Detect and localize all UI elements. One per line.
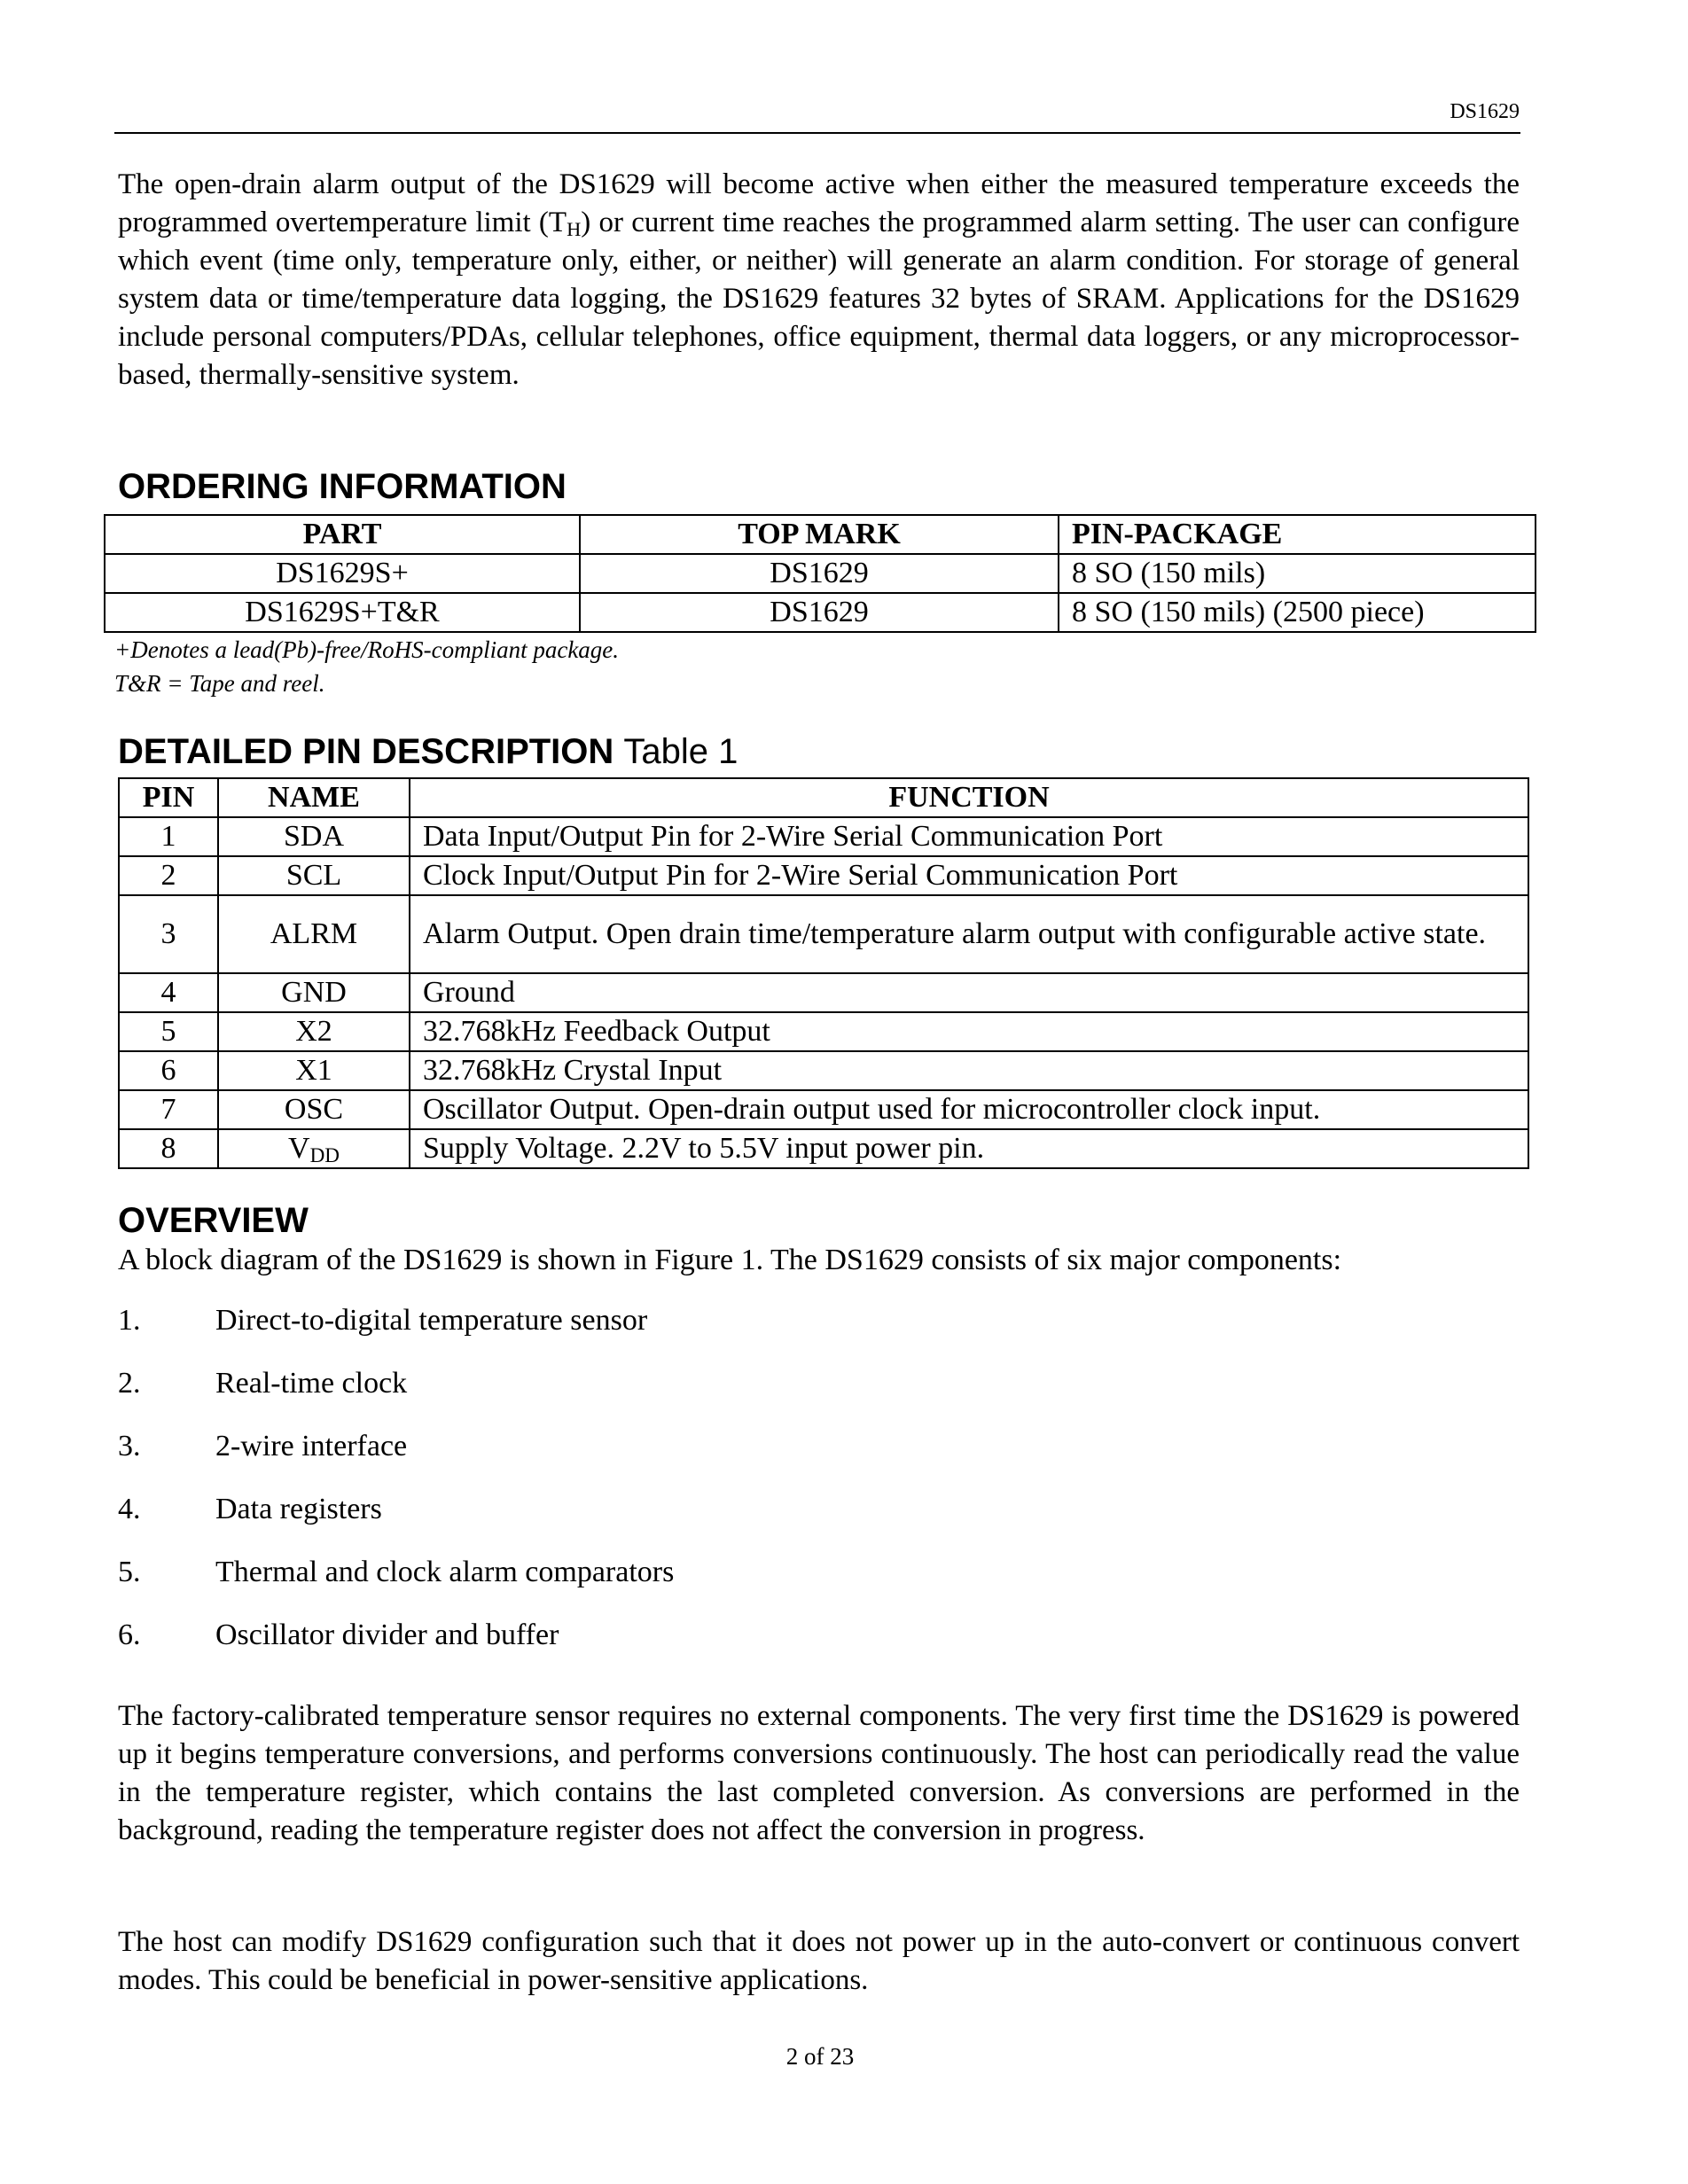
pin-function-cell: 32.768kHz Feedback Output xyxy=(410,1012,1528,1051)
column-header: PIN xyxy=(119,778,218,817)
table-header-row xyxy=(105,515,1536,554)
table-row xyxy=(105,593,1536,632)
pin-function-cell: Oscillator Output. Open-drain output used for microcontroller clock input. xyxy=(410,1090,1528,1129)
pin-description-heading: DETAILED PIN DESCRIPTION Table 1 xyxy=(118,732,738,771)
pin-name-cell: SCL xyxy=(218,856,410,895)
component-list xyxy=(118,1303,1448,1681)
pin-number-cell: 3 xyxy=(119,895,218,973)
list-item: 3. 2-wire interface xyxy=(118,1430,408,1462)
overview-heading: OVERVIEW xyxy=(118,1201,309,1240)
overview-paragraph-2: The host can modify DS1629 configuration such that it does not power up in the auto-convert or continuous convert modes. This could be beneficial in power-sensitive applications. xyxy=(118,1926,1520,1996)
pin-name-cell: OSC xyxy=(218,1090,410,1129)
package-cell: 8 SO (150 mils) (2500 piece) xyxy=(1059,593,1536,632)
pin-function-cell: Data Input/Output Pin for 2-Wire Serial Communication Port xyxy=(410,817,1528,856)
table-row xyxy=(119,973,1528,1012)
pin-description-table xyxy=(118,777,1529,1169)
pin-name-cell: GND xyxy=(218,973,410,1012)
list-item: 4. Data registers xyxy=(118,1493,382,1525)
lead-free-note: +Denotes a lead(Pb)-free/RoHS-compliant package. xyxy=(114,636,620,663)
package-cell: 8 SO (150 mils) xyxy=(1059,554,1536,593)
pin-number-cell: 8 xyxy=(119,1129,218,1168)
list-item: 5. Thermal and clock alarm comparators xyxy=(118,1556,675,1588)
pin-name-cell: X2 xyxy=(218,1012,410,1051)
column-header: NAME xyxy=(218,778,410,817)
table-row xyxy=(119,1090,1528,1129)
pin-name-cell: ALRM xyxy=(218,895,410,973)
list-item: 6. Oscillator divider and buffer xyxy=(118,1618,559,1651)
pin-name-cell: $V_{DD}$ xyxy=(218,1129,410,1168)
table-row xyxy=(119,895,1528,973)
table-row xyxy=(119,856,1528,895)
overview-paragraph-1: The factory-calibrated temperature sensor requires no external components. The very first time the DS1629 is powered up it begins temperature conversions, and performs conversions continuously. The host can periodically read the value in the temperature register, which contains the last completed conversion. As conversions are performed in the background, reading the temperature register does not affect the conversion in progress. xyxy=(118,1700,1520,1846)
top-mark-cell: DS1629 xyxy=(580,593,1059,632)
top-mark-cell: DS1629 xyxy=(580,554,1059,593)
list-item: 1. Direct-to-digital temperature sensor xyxy=(118,1304,648,1337)
column-header: TOP MARK xyxy=(580,515,1059,554)
pin-name-cell: SDA xyxy=(218,817,410,856)
table-row xyxy=(119,1012,1528,1051)
pin-number-cell: 5 xyxy=(119,1012,218,1051)
pin-number-cell: 6 xyxy=(119,1051,218,1090)
table-number: Table 1 xyxy=(623,732,738,771)
column-header: PIN-PACKAGE xyxy=(1059,515,1536,554)
header-rule xyxy=(114,132,1520,134)
running-header: DS1629 xyxy=(1450,100,1520,123)
ordering-heading: ORDERING INFORMATION xyxy=(118,467,567,506)
pin-name-cell: X1 xyxy=(218,1051,410,1090)
pin-number-cell: 1 xyxy=(119,817,218,856)
overview-intro: A block diagram of the DS1629 is shown in Figure 1. The DS1629 consists of six major components: xyxy=(118,1244,1342,1276)
pin-number-cell: 4 xyxy=(119,973,218,1012)
table-header-row xyxy=(119,778,1528,817)
intro-paragraph: The open-drain alarm output of the DS1629 will become active when either the measured temperature exceeds the programmed overtemperature limit $(T_H)$ or current time reaches the programmed alarm setting. The user can configure which event (time only, temperature only, either, or neither) will generate an alarm condition. For storage of general system data or time/temperature data logging, the DS1629 features 32 bytes of SRAM. Applications for the DS1629 include personal computers/PDAs, cellular telephones, office equipment, thermal data loggers, or any microprocessor-based, thermally-sensitive system. xyxy=(118,168,1520,391)
pin-function-cell: Ground xyxy=(410,973,1528,1012)
pin-function-cell: 32.768kHz Crystal Input xyxy=(410,1051,1528,1090)
ordering-table xyxy=(104,514,1536,633)
column-header: FUNCTION xyxy=(410,778,1528,817)
page-number: 2 of 23 xyxy=(785,2043,855,2070)
tape-reel-note: T&R = Tape and reel. xyxy=(114,670,325,697)
ordering-notes xyxy=(114,633,619,700)
pin-number-cell: 7 xyxy=(119,1090,218,1129)
table-row xyxy=(119,817,1528,856)
pin-number-cell: 2 xyxy=(119,856,218,895)
pin-function-cell: Clock Input/Output Pin for 2-Wire Serial Communication Port xyxy=(410,856,1528,895)
part-cell: DS1629S+ xyxy=(105,554,580,593)
table-row xyxy=(119,1051,1528,1090)
pin-function-cell: Alarm Output. Open drain time/temperature alarm output with configurable active state. xyxy=(410,895,1528,973)
table-row xyxy=(105,554,1536,593)
list-item: 2. Real-time clock xyxy=(118,1367,408,1400)
column-header: PART xyxy=(105,515,580,554)
table-row xyxy=(119,1129,1528,1168)
part-cell: DS1629S+T&R xyxy=(105,593,580,632)
pin-function-cell: Supply Voltage. 2.2V to 5.5V input power pin. xyxy=(410,1129,1528,1168)
